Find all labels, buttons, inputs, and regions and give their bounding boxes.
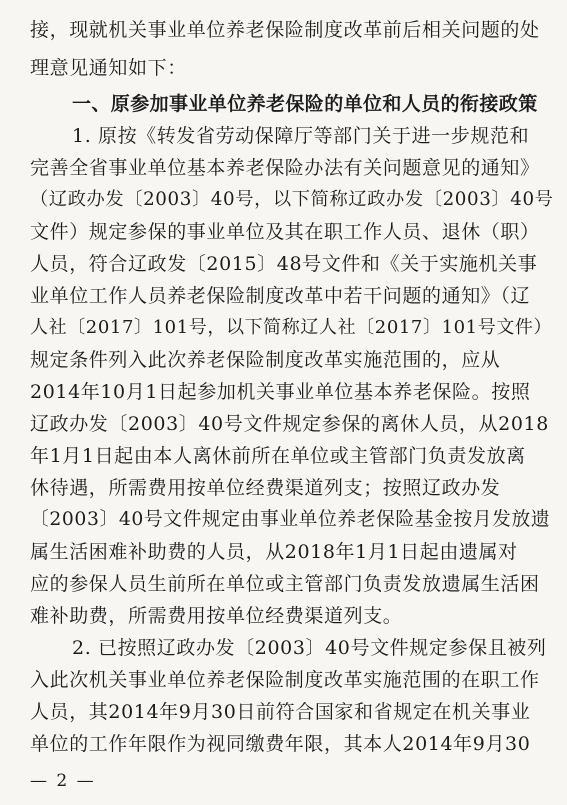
text-line-13: 辽政办发〔2003〕40号文件规定参保的离休人员，从2018 xyxy=(30,413,549,435)
text-line-2: 理意见通知如下： xyxy=(30,57,187,79)
text-line-19: 难补助费，所需费用按单位经费渠道列支。 xyxy=(30,605,403,627)
text-line-15: 休待遇，所需费用按单位经费渠道列支；按照辽政办发 xyxy=(30,477,501,499)
text-line-11: 规定条件列入此次养老保险制度改革实施范围的，应从 xyxy=(30,349,501,371)
text-line-12: 2014年10月1日起参加机关事业单位基本养老保险。按照 xyxy=(30,381,531,403)
text-line-23: 单位的工作年限作为视同缴费年限，其本人2014年9月30 xyxy=(30,733,531,755)
text-line-6: （辽政办发〔2003〕40号，以下简称辽政办发〔2003〕40号 xyxy=(30,189,554,210)
text-line-18: 应的参保人员生前所在单位或主管部门负责发放遗属生活困 xyxy=(30,573,540,595)
text-line-4: 1. 原按《转发省劳动保障厅等部门关于进一步规范和 xyxy=(72,125,530,147)
text-line-22: 人员，其2014年9月30日前符合国家和省规定在机关事业 xyxy=(30,701,531,723)
text-line-7: 文件）规定参保的事业单位及其在职工作人员、退休（职） xyxy=(30,221,540,243)
text-line-21: 入此次机关事业单位养老保险制度改革实施范围的在职工作 xyxy=(30,669,540,691)
text-line-17: 属生活困难补助费的人员，从2018年1月1日起由遗属对 xyxy=(30,541,518,563)
text-line-16: 〔2003〕40号文件规定由事业单位养老保险基金按月发放遗 xyxy=(30,509,551,530)
text-line-8: 人员，符合辽政发〔2015〕48号文件和《关于实施机关事 xyxy=(30,253,538,275)
text-line-10: 人社〔2017〕101号，以下简称辽人社〔2017〕101号文件） xyxy=(30,317,553,338)
text-line-5: 完善全省事业单位基本养老保险办法有关问题意见的通知》 xyxy=(30,157,540,179)
text-line-20: 2. 已按照辽政办发〔2003〕40号文件规定参保且被列 xyxy=(72,637,547,659)
page-number: — 2 — xyxy=(30,771,96,791)
text-line-9: 业单位工作人员养老保险制度改革中若干问题的通知》（辽 xyxy=(30,285,531,307)
section-heading: 一、原参加事业单位养老保险的单位和人员的衔接政策 xyxy=(72,93,538,115)
text-line-14: 年1月1日起由本人离休前所在单位或主管部门负责发放离 xyxy=(30,445,526,467)
text-line-1: 接，现就机关事业单位养老保险制度改革前后相关问题的处 xyxy=(30,19,540,41)
